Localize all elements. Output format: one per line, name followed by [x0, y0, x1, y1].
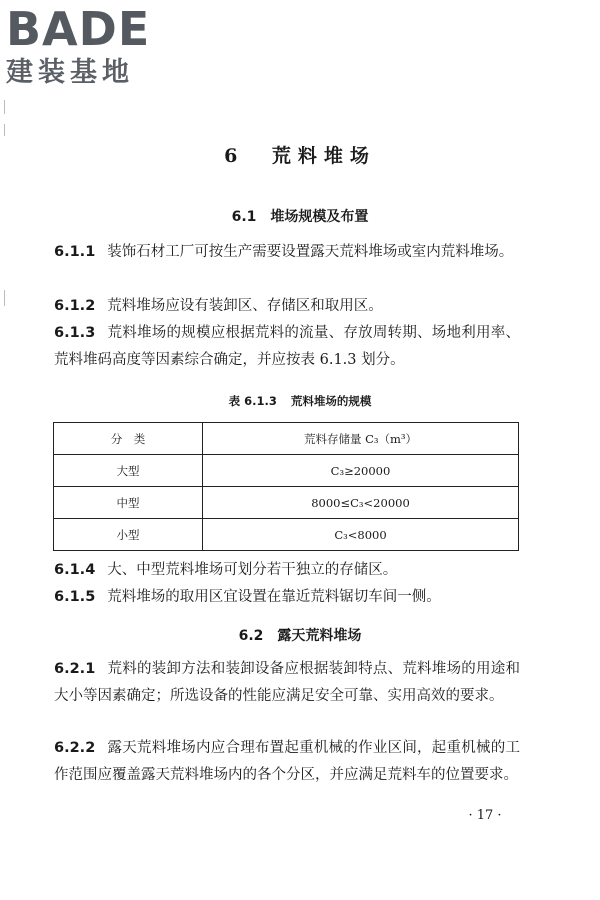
section-number: 6.1 — [231, 209, 257, 225]
binding-mark — [4, 124, 5, 136]
clause-number: 6.2.2 — [54, 740, 96, 756]
clause-number: 6.1.5 — [54, 589, 96, 605]
clause-text: 露天荒料堆场内应合理布置起重机械的作业区间，起重机械的工作范围应覆盖露天荒料堆场内的各个分区，并应满足荒料车的位置要求。 — [54, 740, 520, 783]
clause-text: 荒料堆场应设有装卸区、存储区和取用区。 — [107, 298, 383, 314]
table-caption — [0, 393, 600, 409]
clause — [54, 293, 520, 320]
section-heading — [0, 206, 600, 226]
stockyard-scale-table — [53, 422, 519, 551]
table-row — [54, 455, 519, 487]
clause — [54, 735, 520, 789]
table-header-cell: 荒料存储量 C₃（m³） — [203, 423, 519, 455]
table-row — [54, 519, 519, 551]
logo-wordmark: BADE — [6, 2, 151, 56]
clause — [54, 584, 520, 611]
chapter-name: 荒料堆场 — [271, 145, 376, 167]
clause-text: 装饰石材工厂可按生产需要设置露天荒料堆场或室内荒料堆场。 — [107, 244, 514, 260]
binding-mark — [4, 290, 5, 306]
clause-text: 荒料堆场的取用区宜设置在靠近荒料锯切车间一侧。 — [107, 589, 441, 605]
table-title: 荒料堆场的规模 — [290, 394, 372, 408]
table-cell: C₃<8000 — [203, 519, 519, 551]
clause-text: 荒料的装卸方法和装卸设备应根据装卸特点、荒料堆场的用途和大小等因素确定；所选设备的性能应满足安全可靠、实用高效的要求。 — [54, 661, 520, 704]
clause-text: 荒料堆场的规模应根据荒料的流量、存放周转期、场地利用率、荒料堆码高度等因素综合确定，并应按表 6.1.3 划分。 — [54, 325, 520, 368]
section-heading — [0, 625, 600, 645]
table-header-row — [54, 423, 519, 455]
section-number: 6.2 — [238, 628, 264, 644]
clause — [54, 239, 520, 266]
table-row — [54, 487, 519, 519]
table-cell: 小型 — [54, 519, 203, 551]
chapter-number: 6 — [224, 145, 245, 167]
clause — [54, 656, 520, 710]
clause-number: 6.1.4 — [54, 562, 96, 578]
clause — [54, 320, 520, 374]
binding-mark — [4, 100, 5, 114]
chapter-title — [0, 141, 600, 168]
table-cell: 8000≤C₃<20000 — [203, 487, 519, 519]
section-title: 露天荒料堆场 — [277, 628, 362, 644]
clause-number: 6.1.3 — [54, 325, 96, 341]
section-title: 堆场规模及布置 — [270, 209, 369, 225]
table-number: 表 6.1.3 — [228, 394, 277, 408]
table-cell: C₃≥20000 — [203, 455, 519, 487]
clause-text: 大、中型荒料堆场可划分若干独立的存储区。 — [107, 562, 398, 578]
table-header-cell: 分 类 — [54, 423, 203, 455]
bade-logo — [6, 4, 176, 94]
logo-subtitle: 建装基地 — [6, 57, 134, 88]
table-cell: 中型 — [54, 487, 203, 519]
clause-number: 6.2.1 — [54, 661, 96, 677]
clause-number: 6.1.1 — [54, 244, 96, 260]
table-cell: 大型 — [54, 455, 203, 487]
clause-number: 6.1.2 — [54, 298, 96, 314]
clause — [54, 557, 520, 584]
page-number: · 17 · — [468, 808, 502, 823]
